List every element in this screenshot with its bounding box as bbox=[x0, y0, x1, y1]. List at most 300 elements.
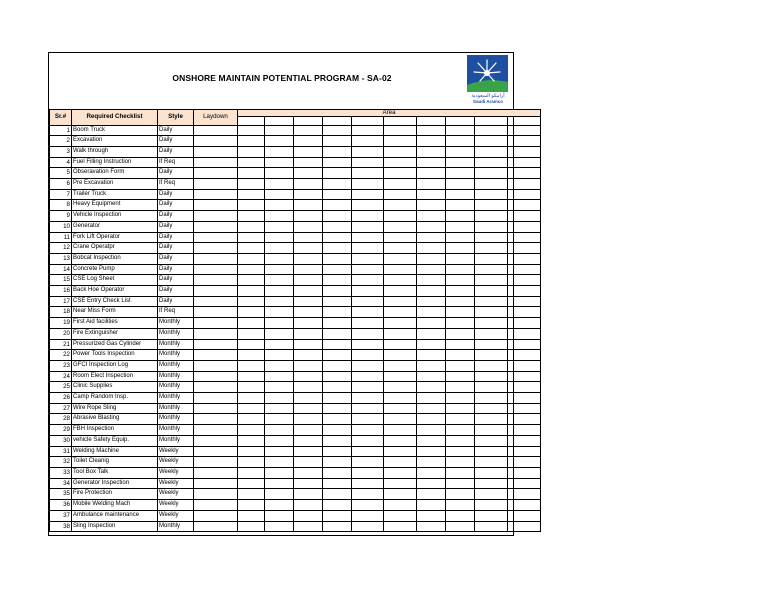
area-cell[interactable] bbox=[384, 157, 417, 168]
area-cell[interactable] bbox=[238, 200, 265, 211]
laydown-cell[interactable] bbox=[194, 221, 238, 232]
area-cell[interactable] bbox=[323, 168, 352, 179]
area-cell[interactable] bbox=[323, 371, 352, 382]
area-cell[interactable] bbox=[265, 393, 294, 404]
area-cell[interactable] bbox=[417, 360, 446, 371]
area-cell[interactable] bbox=[446, 168, 475, 179]
area-cell[interactable] bbox=[417, 200, 446, 211]
area-cell[interactable] bbox=[265, 211, 294, 222]
area-cell[interactable] bbox=[417, 264, 446, 275]
area-cell[interactable] bbox=[323, 446, 352, 457]
area-cell[interactable] bbox=[352, 296, 384, 307]
area-cell[interactable] bbox=[352, 232, 384, 243]
area-cell[interactable] bbox=[238, 350, 265, 361]
area-cell[interactable] bbox=[352, 189, 384, 200]
laydown-cell[interactable] bbox=[194, 243, 238, 254]
area-cell[interactable] bbox=[446, 393, 475, 404]
area-cell[interactable] bbox=[294, 253, 323, 264]
area-cell[interactable] bbox=[446, 296, 475, 307]
area-cell[interactable] bbox=[238, 232, 265, 243]
area-cell[interactable] bbox=[446, 446, 475, 457]
laydown-cell[interactable] bbox=[194, 157, 238, 168]
area-cell[interactable] bbox=[475, 371, 508, 382]
area-cell[interactable] bbox=[446, 146, 475, 157]
area-cell[interactable] bbox=[384, 446, 417, 457]
area-cell[interactable] bbox=[238, 243, 265, 254]
area-cell[interactable] bbox=[265, 435, 294, 446]
area-cell[interactable] bbox=[475, 425, 508, 436]
area-cell[interactable] bbox=[508, 360, 541, 371]
area-cell[interactable] bbox=[417, 500, 446, 511]
area-cell[interactable] bbox=[265, 500, 294, 511]
area-cell[interactable] bbox=[352, 393, 384, 404]
area-cell[interactable] bbox=[323, 328, 352, 339]
area-cell[interactable] bbox=[238, 403, 265, 414]
area-cell[interactable] bbox=[508, 318, 541, 329]
area-cell[interactable] bbox=[265, 478, 294, 489]
area-cell[interactable] bbox=[238, 382, 265, 393]
area-cell[interactable] bbox=[238, 253, 265, 264]
area-cell[interactable] bbox=[265, 136, 294, 147]
area-cell[interactable] bbox=[323, 307, 352, 318]
area-cell[interactable] bbox=[352, 350, 384, 361]
area-cell[interactable] bbox=[446, 468, 475, 479]
area-cell[interactable] bbox=[265, 232, 294, 243]
area-cell[interactable] bbox=[446, 371, 475, 382]
area-cell[interactable] bbox=[294, 318, 323, 329]
area-cell[interactable] bbox=[352, 275, 384, 286]
laydown-cell[interactable] bbox=[194, 264, 238, 275]
area-cell[interactable] bbox=[294, 478, 323, 489]
area-cell[interactable] bbox=[446, 157, 475, 168]
area-cell[interactable] bbox=[238, 371, 265, 382]
area-cell[interactable] bbox=[508, 232, 541, 243]
area-cell[interactable] bbox=[384, 478, 417, 489]
laydown-cell[interactable] bbox=[194, 350, 238, 361]
area-cell[interactable] bbox=[352, 489, 384, 500]
area-cell[interactable] bbox=[384, 221, 417, 232]
area-cell[interactable] bbox=[294, 457, 323, 468]
laydown-cell[interactable] bbox=[194, 179, 238, 190]
area-cell[interactable] bbox=[508, 382, 541, 393]
area-cell[interactable] bbox=[265, 286, 294, 297]
area-cell[interactable] bbox=[417, 179, 446, 190]
area-cell[interactable] bbox=[508, 478, 541, 489]
area-cell[interactable] bbox=[323, 157, 352, 168]
area-cell[interactable] bbox=[508, 264, 541, 275]
area-cell[interactable] bbox=[294, 243, 323, 254]
laydown-cell[interactable] bbox=[194, 510, 238, 521]
laydown-cell[interactable] bbox=[194, 211, 238, 222]
area-cell[interactable] bbox=[352, 211, 384, 222]
area-cell[interactable] bbox=[238, 521, 265, 532]
area-cell[interactable] bbox=[446, 350, 475, 361]
area-cell[interactable] bbox=[417, 371, 446, 382]
area-cell[interactable] bbox=[508, 221, 541, 232]
area-cell[interactable] bbox=[352, 286, 384, 297]
area-cell[interactable] bbox=[238, 189, 265, 200]
area-cell[interactable] bbox=[352, 510, 384, 521]
area-cell[interactable] bbox=[323, 403, 352, 414]
area-cell[interactable] bbox=[265, 296, 294, 307]
area-cell[interactable] bbox=[508, 414, 541, 425]
area-cell[interactable] bbox=[323, 146, 352, 157]
area-cell[interactable] bbox=[352, 179, 384, 190]
area-cell[interactable] bbox=[417, 403, 446, 414]
area-cell[interactable] bbox=[475, 318, 508, 329]
area-cell[interactable] bbox=[417, 232, 446, 243]
area-cell[interactable] bbox=[417, 328, 446, 339]
area-cell[interactable] bbox=[265, 350, 294, 361]
area-cell[interactable] bbox=[323, 425, 352, 436]
area-cell[interactable] bbox=[384, 189, 417, 200]
area-cell[interactable] bbox=[417, 478, 446, 489]
area-cell[interactable] bbox=[384, 136, 417, 147]
area-cell[interactable] bbox=[475, 328, 508, 339]
area-cell[interactable] bbox=[265, 125, 294, 136]
area-cell[interactable] bbox=[508, 446, 541, 457]
area-cell[interactable] bbox=[238, 393, 265, 404]
laydown-cell[interactable] bbox=[194, 296, 238, 307]
area-cell[interactable] bbox=[265, 521, 294, 532]
area-cell[interactable] bbox=[265, 382, 294, 393]
area-cell[interactable] bbox=[508, 521, 541, 532]
area-cell[interactable] bbox=[352, 425, 384, 436]
area-cell[interactable] bbox=[238, 510, 265, 521]
area-cell[interactable] bbox=[294, 136, 323, 147]
area-cell[interactable] bbox=[323, 382, 352, 393]
area-cell[interactable] bbox=[417, 221, 446, 232]
area-cell[interactable] bbox=[238, 146, 265, 157]
laydown-cell[interactable] bbox=[194, 168, 238, 179]
area-cell[interactable] bbox=[384, 360, 417, 371]
area-cell[interactable] bbox=[352, 318, 384, 329]
area-cell[interactable] bbox=[508, 339, 541, 350]
area-cell[interactable] bbox=[352, 403, 384, 414]
area-cell[interactable] bbox=[417, 510, 446, 521]
area-cell[interactable] bbox=[417, 286, 446, 297]
area-cell[interactable] bbox=[475, 478, 508, 489]
area-cell[interactable] bbox=[323, 468, 352, 479]
area-cell[interactable] bbox=[238, 286, 265, 297]
area-cell[interactable] bbox=[294, 500, 323, 511]
area-cell[interactable] bbox=[294, 328, 323, 339]
area-cell[interactable] bbox=[323, 221, 352, 232]
area-cell[interactable] bbox=[352, 328, 384, 339]
area-cell[interactable] bbox=[294, 275, 323, 286]
area-cell[interactable] bbox=[238, 168, 265, 179]
area-cell[interactable] bbox=[475, 403, 508, 414]
area-cell[interactable] bbox=[265, 414, 294, 425]
area-cell[interactable] bbox=[323, 457, 352, 468]
area-cell[interactable] bbox=[384, 371, 417, 382]
area-cell[interactable] bbox=[265, 403, 294, 414]
area-cell[interactable] bbox=[508, 468, 541, 479]
area-cell[interactable] bbox=[238, 414, 265, 425]
area-cell[interactable] bbox=[475, 468, 508, 479]
area-cell[interactable] bbox=[238, 435, 265, 446]
laydown-cell[interactable] bbox=[194, 360, 238, 371]
area-cell[interactable] bbox=[265, 168, 294, 179]
area-cell[interactable] bbox=[238, 457, 265, 468]
laydown-cell[interactable] bbox=[194, 393, 238, 404]
area-cell[interactable] bbox=[384, 264, 417, 275]
area-cell[interactable] bbox=[446, 510, 475, 521]
area-cell[interactable] bbox=[417, 414, 446, 425]
area-cell[interactable] bbox=[238, 211, 265, 222]
area-cell[interactable] bbox=[508, 286, 541, 297]
area-cell[interactable] bbox=[323, 360, 352, 371]
area-cell[interactable] bbox=[352, 500, 384, 511]
area-cell[interactable] bbox=[294, 125, 323, 136]
area-cell[interactable] bbox=[294, 425, 323, 436]
area-cell[interactable] bbox=[475, 521, 508, 532]
area-cell[interactable] bbox=[446, 328, 475, 339]
area-cell[interactable] bbox=[323, 136, 352, 147]
area-cell[interactable] bbox=[475, 253, 508, 264]
area-cell[interactable] bbox=[446, 414, 475, 425]
area-cell[interactable] bbox=[294, 393, 323, 404]
area-cell[interactable] bbox=[294, 189, 323, 200]
area-cell[interactable] bbox=[323, 296, 352, 307]
area-cell[interactable] bbox=[508, 489, 541, 500]
area-cell[interactable] bbox=[294, 296, 323, 307]
area-cell[interactable] bbox=[446, 211, 475, 222]
area-cell[interactable] bbox=[475, 489, 508, 500]
laydown-cell[interactable] bbox=[194, 500, 238, 511]
area-cell[interactable] bbox=[475, 157, 508, 168]
area-cell[interactable] bbox=[417, 435, 446, 446]
area-cell[interactable] bbox=[352, 414, 384, 425]
area-cell[interactable] bbox=[352, 125, 384, 136]
area-cell[interactable] bbox=[384, 435, 417, 446]
laydown-cell[interactable] bbox=[194, 521, 238, 532]
area-cell[interactable] bbox=[384, 500, 417, 511]
area-cell[interactable] bbox=[384, 296, 417, 307]
area-cell[interactable] bbox=[508, 168, 541, 179]
area-cell[interactable] bbox=[446, 232, 475, 243]
area-cell[interactable] bbox=[238, 425, 265, 436]
area-cell[interactable] bbox=[352, 200, 384, 211]
laydown-cell[interactable] bbox=[194, 307, 238, 318]
area-cell[interactable] bbox=[384, 350, 417, 361]
laydown-cell[interactable] bbox=[194, 318, 238, 329]
area-cell[interactable] bbox=[508, 457, 541, 468]
area-cell[interactable] bbox=[294, 179, 323, 190]
area-cell[interactable] bbox=[352, 457, 384, 468]
area-cell[interactable] bbox=[446, 382, 475, 393]
area-cell[interactable] bbox=[508, 146, 541, 157]
area-cell[interactable] bbox=[417, 146, 446, 157]
area-cell[interactable] bbox=[352, 468, 384, 479]
area-cell[interactable] bbox=[446, 189, 475, 200]
area-cell[interactable] bbox=[294, 264, 323, 275]
area-cell[interactable] bbox=[384, 510, 417, 521]
laydown-cell[interactable] bbox=[194, 146, 238, 157]
area-cell[interactable] bbox=[323, 125, 352, 136]
area-cell[interactable] bbox=[294, 146, 323, 157]
laydown-cell[interactable] bbox=[194, 457, 238, 468]
area-cell[interactable] bbox=[352, 446, 384, 457]
area-cell[interactable] bbox=[265, 446, 294, 457]
laydown-cell[interactable] bbox=[194, 275, 238, 286]
laydown-cell[interactable] bbox=[194, 435, 238, 446]
area-cell[interactable] bbox=[508, 328, 541, 339]
area-cell[interactable] bbox=[294, 371, 323, 382]
laydown-cell[interactable] bbox=[194, 446, 238, 457]
area-cell[interactable] bbox=[417, 296, 446, 307]
area-cell[interactable] bbox=[352, 168, 384, 179]
area-cell[interactable] bbox=[265, 371, 294, 382]
area-cell[interactable] bbox=[384, 425, 417, 436]
area-cell[interactable] bbox=[323, 350, 352, 361]
area-cell[interactable] bbox=[508, 371, 541, 382]
area-cell[interactable] bbox=[384, 243, 417, 254]
area-cell[interactable] bbox=[238, 136, 265, 147]
area-cell[interactable] bbox=[238, 264, 265, 275]
area-cell[interactable] bbox=[294, 307, 323, 318]
area-cell[interactable] bbox=[294, 360, 323, 371]
area-cell[interactable] bbox=[475, 221, 508, 232]
area-cell[interactable] bbox=[323, 275, 352, 286]
area-cell[interactable] bbox=[417, 136, 446, 147]
area-cell[interactable] bbox=[384, 521, 417, 532]
area-cell[interactable] bbox=[446, 425, 475, 436]
area-cell[interactable] bbox=[294, 435, 323, 446]
area-cell[interactable] bbox=[475, 232, 508, 243]
area-cell[interactable] bbox=[417, 189, 446, 200]
area-cell[interactable] bbox=[384, 146, 417, 157]
area-cell[interactable] bbox=[446, 307, 475, 318]
area-cell[interactable] bbox=[294, 403, 323, 414]
area-cell[interactable] bbox=[417, 125, 446, 136]
laydown-cell[interactable] bbox=[194, 232, 238, 243]
area-cell[interactable] bbox=[294, 521, 323, 532]
laydown-cell[interactable] bbox=[194, 286, 238, 297]
area-cell[interactable] bbox=[508, 393, 541, 404]
area-cell[interactable] bbox=[323, 393, 352, 404]
area-cell[interactable] bbox=[352, 264, 384, 275]
area-cell[interactable] bbox=[508, 307, 541, 318]
area-cell[interactable] bbox=[508, 296, 541, 307]
area-cell[interactable] bbox=[417, 307, 446, 318]
area-cell[interactable] bbox=[446, 360, 475, 371]
area-cell[interactable] bbox=[417, 521, 446, 532]
area-cell[interactable] bbox=[294, 168, 323, 179]
area-cell[interactable] bbox=[384, 168, 417, 179]
area-cell[interactable] bbox=[265, 360, 294, 371]
area-cell[interactable] bbox=[384, 253, 417, 264]
area-cell[interactable] bbox=[384, 414, 417, 425]
area-cell[interactable] bbox=[265, 253, 294, 264]
area-cell[interactable] bbox=[508, 189, 541, 200]
area-cell[interactable] bbox=[508, 500, 541, 511]
area-cell[interactable] bbox=[475, 393, 508, 404]
area-cell[interactable] bbox=[446, 286, 475, 297]
area-cell[interactable] bbox=[238, 157, 265, 168]
area-cell[interactable] bbox=[265, 146, 294, 157]
area-cell[interactable] bbox=[294, 446, 323, 457]
area-cell[interactable] bbox=[446, 243, 475, 254]
area-cell[interactable] bbox=[265, 221, 294, 232]
laydown-cell[interactable] bbox=[194, 125, 238, 136]
laydown-cell[interactable] bbox=[194, 468, 238, 479]
area-cell[interactable] bbox=[384, 328, 417, 339]
area-cell[interactable] bbox=[352, 371, 384, 382]
area-cell[interactable] bbox=[475, 125, 508, 136]
area-cell[interactable] bbox=[475, 189, 508, 200]
area-cell[interactable] bbox=[323, 243, 352, 254]
area-cell[interactable] bbox=[475, 243, 508, 254]
area-cell[interactable] bbox=[384, 232, 417, 243]
area-cell[interactable] bbox=[294, 468, 323, 479]
area-cell[interactable] bbox=[446, 275, 475, 286]
area-cell[interactable] bbox=[384, 382, 417, 393]
area-cell[interactable] bbox=[238, 307, 265, 318]
area-cell[interactable] bbox=[475, 446, 508, 457]
area-cell[interactable] bbox=[384, 318, 417, 329]
area-cell[interactable] bbox=[446, 457, 475, 468]
area-cell[interactable] bbox=[417, 350, 446, 361]
area-cell[interactable] bbox=[352, 136, 384, 147]
area-cell[interactable] bbox=[417, 253, 446, 264]
area-cell[interactable] bbox=[352, 435, 384, 446]
area-cell[interactable] bbox=[238, 489, 265, 500]
area-cell[interactable] bbox=[238, 221, 265, 232]
area-cell[interactable] bbox=[508, 435, 541, 446]
area-cell[interactable] bbox=[384, 403, 417, 414]
area-cell[interactable] bbox=[475, 500, 508, 511]
laydown-cell[interactable] bbox=[194, 328, 238, 339]
area-cell[interactable] bbox=[294, 489, 323, 500]
area-cell[interactable] bbox=[417, 157, 446, 168]
area-cell[interactable] bbox=[294, 200, 323, 211]
area-cell[interactable] bbox=[508, 253, 541, 264]
area-cell[interactable] bbox=[294, 382, 323, 393]
area-cell[interactable] bbox=[417, 393, 446, 404]
area-cell[interactable] bbox=[352, 339, 384, 350]
area-cell[interactable] bbox=[352, 382, 384, 393]
area-cell[interactable] bbox=[446, 339, 475, 350]
area-cell[interactable] bbox=[323, 414, 352, 425]
area-cell[interactable] bbox=[238, 500, 265, 511]
area-cell[interactable] bbox=[265, 243, 294, 254]
area-cell[interactable] bbox=[446, 521, 475, 532]
area-cell[interactable] bbox=[384, 468, 417, 479]
area-cell[interactable] bbox=[475, 307, 508, 318]
area-cell[interactable] bbox=[475, 211, 508, 222]
area-cell[interactable] bbox=[238, 339, 265, 350]
area-cell[interactable] bbox=[352, 307, 384, 318]
area-cell[interactable] bbox=[323, 339, 352, 350]
area-cell[interactable] bbox=[446, 253, 475, 264]
area-cell[interactable] bbox=[265, 179, 294, 190]
area-cell[interactable] bbox=[323, 510, 352, 521]
area-cell[interactable] bbox=[446, 221, 475, 232]
area-cell[interactable] bbox=[417, 339, 446, 350]
area-cell[interactable] bbox=[417, 168, 446, 179]
area-cell[interactable] bbox=[265, 510, 294, 521]
area-cell[interactable] bbox=[238, 125, 265, 136]
area-cell[interactable] bbox=[294, 350, 323, 361]
area-cell[interactable] bbox=[323, 478, 352, 489]
area-cell[interactable] bbox=[417, 211, 446, 222]
area-cell[interactable] bbox=[446, 500, 475, 511]
area-cell[interactable] bbox=[238, 318, 265, 329]
area-cell[interactable] bbox=[475, 286, 508, 297]
area-cell[interactable] bbox=[238, 179, 265, 190]
area-cell[interactable] bbox=[238, 468, 265, 479]
